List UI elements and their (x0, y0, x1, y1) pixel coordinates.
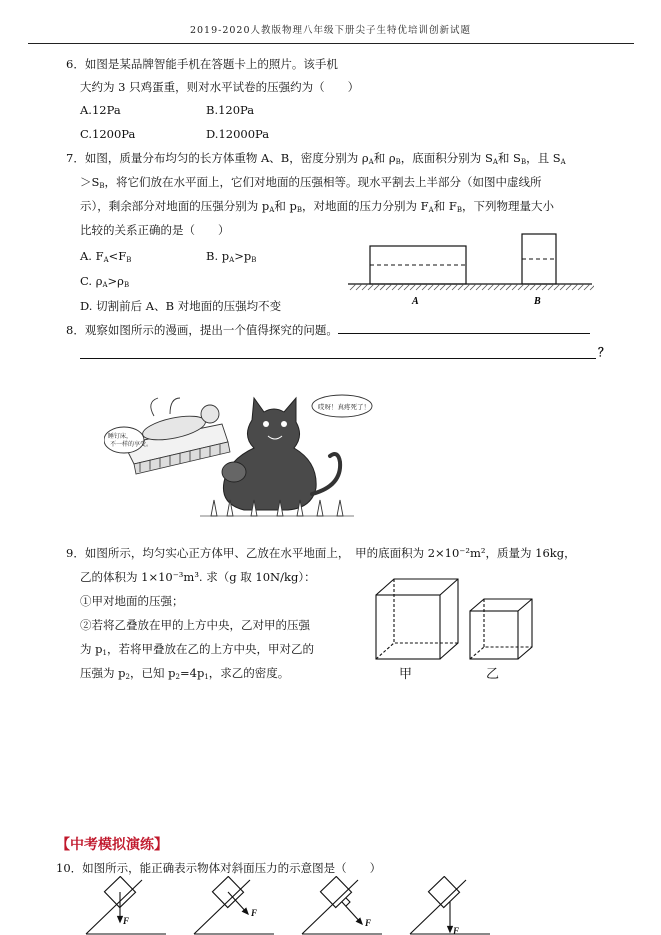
speech-text-cat: 哎呀！真疼死了！ (318, 403, 370, 411)
section-title: 【中考模拟演练】 (56, 837, 168, 853)
force-label-3: F (365, 918, 372, 928)
incline-option-2 (194, 876, 274, 934)
speech-bubble-cat (312, 395, 372, 417)
q10-line1: 10．如图所示，能正确表示物体对斜面压力的示意图是（ ） (56, 861, 382, 875)
q7-option-b: B. $p_A>p_B$ (206, 249, 257, 264)
q9-line5: 为 $p_1$，若将甲叠放在乙的上方中央，甲对乙的 (80, 642, 314, 657)
force-label-2: F (251, 908, 258, 918)
q10-incline-figures (80, 876, 500, 935)
q8-answer-blank-1[interactable] (338, 322, 590, 334)
q6-option-b: B.120Pa (206, 103, 255, 117)
incline-option-1 (86, 876, 166, 934)
force-label-1: F (123, 916, 130, 926)
q9-cubes-figure (370, 575, 540, 685)
q9-label-yi: 乙 (486, 667, 500, 682)
svg-text:不一样的享受。: 不一样的享受。 (110, 441, 153, 448)
q9-line1: 9．如图所示，均匀实心正方体甲、乙放在水平地面上， 甲的底面积为 2×10⁻²m²，质量为 16kg， (66, 546, 576, 560)
q6-line1: 6．如图是某品牌智能手机在答题卡上的照片。该手机 (66, 57, 338, 71)
q8-cartoon-figure (104, 376, 374, 526)
q9-line3: ①甲对地面的压强； (80, 594, 184, 608)
q6-line2: 大约为 3 只鸡蛋重，则对水平试卷的压强约为（ ） (80, 80, 360, 94)
q7-label-a: A (412, 296, 419, 307)
force-label-4: F (453, 926, 460, 935)
q7-blocks-figure (346, 228, 594, 308)
q9-line6: 压强为 $p_2$，已知 $p_2=4p_1$，求乙的密度。 (80, 666, 290, 681)
q6-option-d: D.12000Pa (206, 127, 270, 141)
incline-option-3 (302, 876, 382, 934)
page-header: 2019-2020人教版物理八年级下册尖子生特优培训创新试题 (189, 25, 472, 36)
q8-line1: 8．观察如图所示的漫画，提出一个值得探究的问题。 (66, 322, 590, 338)
q6-option-c: C.1200Pa (80, 127, 136, 141)
q7-option-d: D. 切割前后 A、B 对地面的压强均不变 (80, 299, 282, 313)
q7-option-c: C. $\rho_A>\rho_B$ (80, 274, 130, 289)
q9-line4: ②若将乙叠放在甲的上方中央，乙对甲的压强 (80, 618, 310, 632)
q8-question-mark: ？ (598, 345, 610, 359)
header-rule (28, 43, 634, 44)
q7-ground-hatch (350, 284, 594, 290)
q8-answer-blank-2[interactable] (80, 346, 596, 359)
speech-text-nail-bed: 睡钉床， (108, 433, 133, 440)
q7-line1: 7．如图，质量分布均匀的长方体重物 A、B，密度分别为 $\rho_A$和 $\rho_B$，底面积分别为 $S_A$和 $S_B$，且 $S_A$ (66, 151, 566, 166)
q9-label-jia: 甲 (399, 667, 413, 682)
q7-line4: 比较的关系正确的是（ ） (80, 223, 230, 237)
cube-yi (470, 599, 532, 659)
q7-label-b: B (534, 296, 541, 307)
q9-line2: 乙的体积为 1×10⁻³m³. 求（g 取 10N/kg）： (80, 570, 316, 584)
incline-option-4 (410, 876, 490, 935)
q7-option-a: A. $F_A<F_B$ (80, 249, 132, 264)
cube-jia (376, 579, 458, 659)
q7-line2: $>S_B$，将它们放在水平面上，它们对地面的压强相等。现水平割去上半部分（如图中虚线所 (80, 175, 542, 190)
q7-line3: 示），剩余部分对地面的压强分别为 $p_A$和 $p_B$，对地面的压力分别为 $F_A$和 $F_B$，下列物理量大小 (80, 199, 555, 214)
q6-option-a: A.12Pa (80, 103, 121, 117)
